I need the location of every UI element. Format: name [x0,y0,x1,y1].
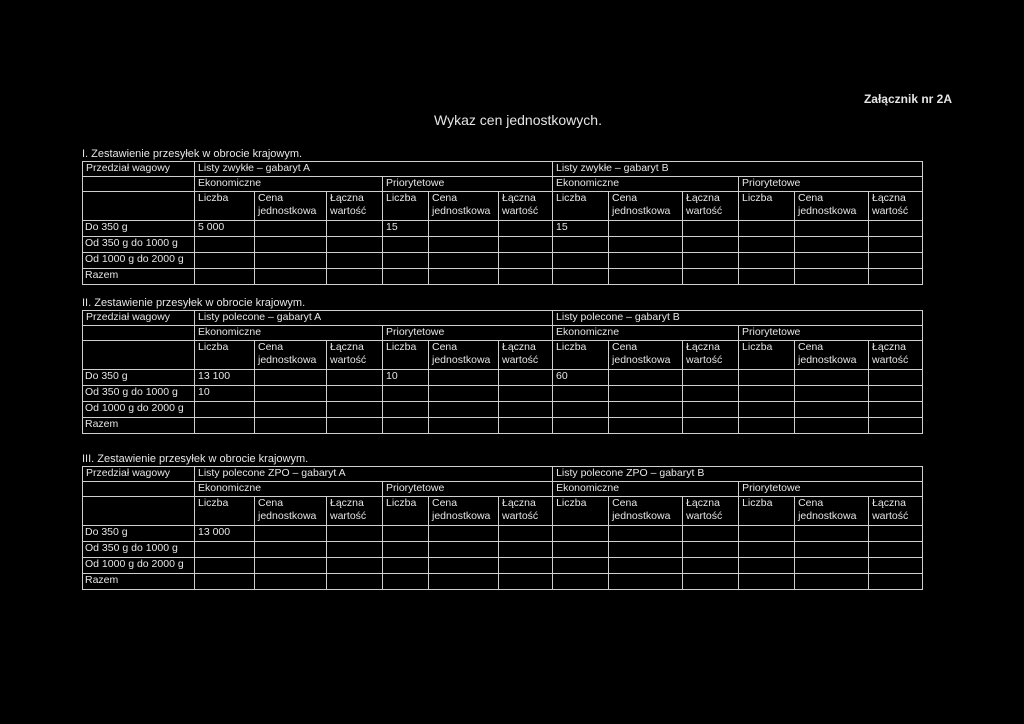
economy-header: Ekonomiczne [195,177,383,192]
value-cell: 13 100 [195,370,255,386]
value-cell [195,542,255,558]
value-cell [429,526,499,542]
value-cell [255,386,327,402]
economy-header: Ekonomiczne [553,326,739,341]
value-cell: 15 [383,221,429,237]
value-cell [499,386,553,402]
value-cell [499,253,553,269]
value-cell [869,402,923,418]
value-cell [195,237,255,253]
price-table [82,466,923,590]
value-cell [609,221,683,237]
total-value-header: Łączna wartość [499,497,553,526]
value-cell [683,386,739,402]
value-cell [383,237,429,253]
value-cell [195,418,255,434]
row-label: Do 350 g [83,221,195,237]
value-cell [383,542,429,558]
value-cell [429,221,499,237]
unit-price-header: Cena jednostkowa [795,192,869,221]
value-cell [683,253,739,269]
value-cell [255,526,327,542]
unit-price-header: Cena jednostkowa [255,341,327,370]
value-cell [609,370,683,386]
value-cell [255,558,327,574]
group-a-header: Listy polecone – gabaryt A [195,311,553,326]
value-cell [739,386,795,402]
value-cell [869,542,923,558]
value-cell [609,418,683,434]
value-cell [795,237,869,253]
value-cell [499,221,553,237]
value-cell [327,253,383,269]
price-table [82,310,923,434]
row-label: Razem [83,574,195,590]
unit-price-header: Cena jednostkowa [429,341,499,370]
value-cell [553,237,609,253]
total-value-header: Łączna wartość [683,497,739,526]
unit-price-header: Cena jednostkowa [795,341,869,370]
value-cell [255,574,327,590]
value-cell: 5 000 [195,221,255,237]
value-cell [499,526,553,542]
value-cell [609,386,683,402]
value-cell [739,526,795,542]
priority-header: Priorytetowe [739,326,923,341]
row-label: Od 1000 g do 2000 g [83,402,195,418]
value-cell [429,574,499,590]
table-row [83,269,923,285]
value-cell [869,370,923,386]
value-cell [739,574,795,590]
value-cell [383,418,429,434]
table-row [83,418,923,434]
row-label: Od 1000 g do 2000 g [83,558,195,574]
value-cell [499,558,553,574]
value-cell [553,526,609,542]
value-cell [609,526,683,542]
table-row [83,386,923,402]
value-cell [327,269,383,285]
value-cell [609,402,683,418]
value-cell [609,558,683,574]
table-row [83,237,923,253]
value-cell [553,418,609,434]
value-cell [255,253,327,269]
value-cell [429,418,499,434]
total-value-header: Łączna wartość [327,497,383,526]
value-cell [195,269,255,285]
unit-price-header: Cena jednostkowa [609,497,683,526]
value-cell [795,269,869,285]
value-cell [869,237,923,253]
value-cell [869,558,923,574]
table-row [83,526,923,542]
value-cell [795,386,869,402]
value-cell [683,574,739,590]
value-cell [739,370,795,386]
group-a-header: Listy zwykłe – gabaryt A [195,162,553,177]
value-cell [739,237,795,253]
value-cell [869,574,923,590]
value-cell [327,526,383,542]
value-cell [429,237,499,253]
table-row [83,402,923,418]
blank-header [83,326,195,341]
count-header: Liczba [383,341,429,370]
priority-header: Priorytetowe [383,326,553,341]
group-b-header: Listy polecone ZPO – gabaryt B [553,467,923,482]
economy-header: Ekonomiczne [553,177,739,192]
value-cell [499,542,553,558]
value-cell [327,418,383,434]
total-value-header: Łączna wartość [683,341,739,370]
value-cell [739,542,795,558]
section-title: II. Zestawienie przesyłek w obrocie krajowym. [82,297,306,309]
value-cell [869,253,923,269]
value-cell [795,370,869,386]
value-cell [383,574,429,590]
value-cell [795,558,869,574]
value-cell [553,253,609,269]
table-row [83,253,923,269]
count-header: Liczba [553,341,609,370]
economy-header: Ekonomiczne [195,326,383,341]
group-a-header: Listy polecone ZPO – gabaryt A [195,467,553,482]
value-cell [683,542,739,558]
value-cell [869,526,923,542]
row-label: Razem [83,269,195,285]
table-row [83,574,923,590]
value-cell [195,558,255,574]
value-cell [255,542,327,558]
document-title: Wykaz cen jednostkowych. [434,112,602,128]
count-header: Liczba [553,497,609,526]
count-header: Liczba [739,497,795,526]
value-cell [795,542,869,558]
value-cell [795,402,869,418]
section-title: III. Zestawienie przesyłek w obrocie krajowym. [82,453,309,465]
count-header: Liczba [195,341,255,370]
value-cell: 60 [553,370,609,386]
blank-header [83,192,195,221]
value-cell [429,253,499,269]
value-cell [255,269,327,285]
row-label: Do 350 g [83,370,195,386]
value-cell [739,221,795,237]
value-cell [429,402,499,418]
value-cell [383,402,429,418]
value-cell [739,402,795,418]
unit-price-header: Cena jednostkowa [255,497,327,526]
value-cell [609,542,683,558]
value-cell [739,418,795,434]
value-cell [553,558,609,574]
value-cell [327,558,383,574]
value-cell [383,269,429,285]
value-cell [795,526,869,542]
priority-header: Priorytetowe [739,482,923,497]
value-cell [429,558,499,574]
value-cell [499,402,553,418]
value-cell [609,237,683,253]
weight-range-header: Przedział wagowy [83,162,195,177]
value-cell [327,370,383,386]
value-cell [255,221,327,237]
value-cell [383,526,429,542]
group-b-header: Listy zwykłe – gabaryt B [553,162,923,177]
unit-price-header: Cena jednostkowa [609,192,683,221]
group-b-header: Listy polecone – gabaryt B [553,311,923,326]
section-2 [82,297,916,434]
value-cell [327,221,383,237]
blank-header [83,341,195,370]
value-cell [553,386,609,402]
value-cell [383,253,429,269]
count-header: Liczba [739,192,795,221]
total-value-header: Łączna wartość [869,192,923,221]
value-cell [429,542,499,558]
value-cell [795,221,869,237]
value-cell [683,370,739,386]
count-header: Liczba [553,192,609,221]
value-cell [327,237,383,253]
count-header: Liczba [739,341,795,370]
priority-header: Priorytetowe [739,177,923,192]
row-label: Do 350 g [83,526,195,542]
value-cell [327,402,383,418]
value-cell [795,418,869,434]
value-cell [739,269,795,285]
value-cell [499,370,553,386]
value-cell [553,542,609,558]
value-cell [195,253,255,269]
total-value-header: Łączna wartość [869,497,923,526]
total-value-header: Łączna wartość [683,192,739,221]
value-cell: 13 000 [195,526,255,542]
price-table [82,161,923,285]
total-value-header: Łączna wartość [499,192,553,221]
value-cell [609,253,683,269]
value-cell [327,542,383,558]
unit-price-header: Cena jednostkowa [795,497,869,526]
value-cell [683,237,739,253]
value-cell [429,386,499,402]
value-cell [683,526,739,542]
section-3 [82,453,916,590]
weight-range-header: Przedział wagowy [83,311,195,326]
value-cell [383,386,429,402]
value-cell [739,253,795,269]
value-cell: 10 [195,386,255,402]
value-cell [195,574,255,590]
priority-header: Priorytetowe [383,482,553,497]
row-label: Od 1000 g do 2000 g [83,253,195,269]
value-cell [869,386,923,402]
row-label: Od 350 g do 1000 g [83,386,195,402]
total-value-header: Łączna wartość [327,341,383,370]
section-1 [82,148,916,285]
value-cell [795,574,869,590]
blank-header [83,497,195,526]
value-cell [683,402,739,418]
value-cell [739,558,795,574]
value-cell [429,269,499,285]
economy-header: Ekonomiczne [553,482,739,497]
value-cell: 15 [553,221,609,237]
total-value-header: Łączna wartość [869,341,923,370]
table-row [83,370,923,386]
value-cell [499,269,553,285]
value-cell [195,402,255,418]
value-cell [553,402,609,418]
economy-header: Ekonomiczne [195,482,383,497]
value-cell [327,386,383,402]
row-label: Razem [83,418,195,434]
unit-price-header: Cena jednostkowa [255,192,327,221]
annex-label: Załącznik nr 2A [863,92,952,106]
blank-header [83,177,195,192]
table-row [83,542,923,558]
value-cell [499,418,553,434]
value-cell [553,574,609,590]
value-cell: 10 [383,370,429,386]
value-cell [609,574,683,590]
count-header: Liczba [195,497,255,526]
value-cell [869,418,923,434]
value-cell [255,237,327,253]
count-header: Liczba [383,497,429,526]
value-cell [499,574,553,590]
row-label: Od 350 g do 1000 g [83,542,195,558]
unit-price-header: Cena jednostkowa [429,497,499,526]
value-cell [683,221,739,237]
total-value-header: Łączna wartość [327,192,383,221]
value-cell [869,221,923,237]
value-cell [683,418,739,434]
count-header: Liczba [383,192,429,221]
value-cell [429,370,499,386]
unit-price-header: Cena jednostkowa [429,192,499,221]
value-cell [683,269,739,285]
table-row [83,558,923,574]
value-cell [869,269,923,285]
unit-price-header: Cena jednostkowa [609,341,683,370]
priority-header: Priorytetowe [383,177,553,192]
weight-range-header: Przedział wagowy [83,467,195,482]
value-cell [795,253,869,269]
total-value-header: Łączna wartość [499,341,553,370]
value-cell [327,574,383,590]
value-cell [553,269,609,285]
value-cell [255,402,327,418]
value-cell [383,558,429,574]
value-cell [499,237,553,253]
section-title: I. Zestawienie przesyłek w obrocie krajowym. [82,148,303,160]
value-cell [255,370,327,386]
row-label: Od 350 g do 1000 g [83,237,195,253]
blank-header [83,482,195,497]
table-row [83,221,923,237]
value-cell [255,418,327,434]
count-header: Liczba [195,192,255,221]
value-cell [609,269,683,285]
value-cell [683,558,739,574]
